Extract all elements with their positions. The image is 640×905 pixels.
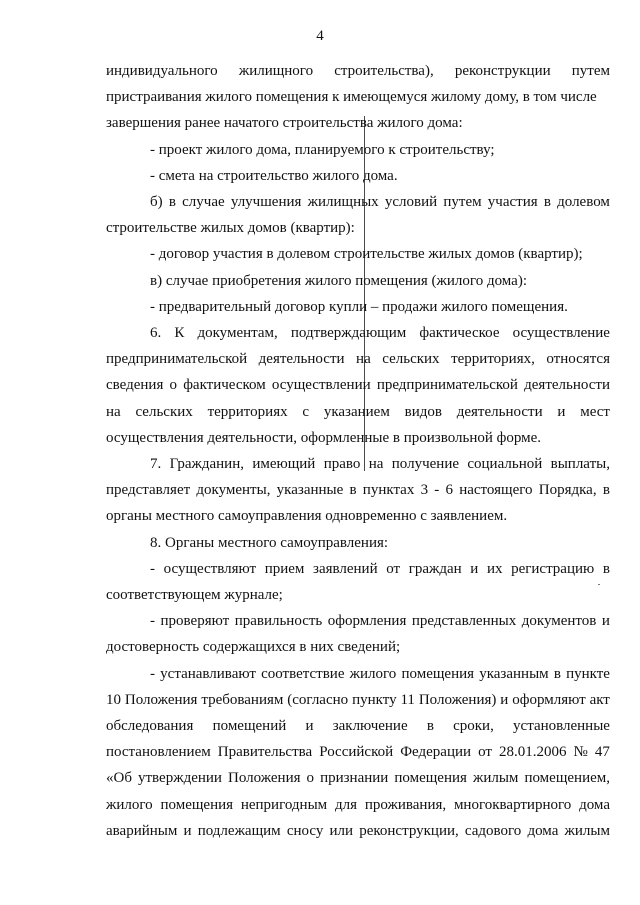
word: аварийным bbox=[106, 822, 178, 839]
word: пункте bbox=[566, 665, 610, 682]
text-line bbox=[106, 818, 610, 844]
word: и bbox=[305, 718, 314, 735]
word: строительства), bbox=[334, 63, 434, 79]
text-line: органы местного самоуправления одновременно с заявлением. bbox=[106, 508, 508, 525]
text-line bbox=[106, 608, 610, 634]
word: долевом bbox=[557, 194, 610, 211]
word: территориях bbox=[207, 403, 288, 420]
word: на bbox=[106, 403, 121, 420]
word: 6. bbox=[150, 325, 162, 342]
word: предпринимательской bbox=[376, 377, 518, 394]
word: настоящего bbox=[459, 482, 533, 499]
word: представленных bbox=[411, 613, 517, 630]
word: сроки, bbox=[453, 718, 494, 735]
word: территориях, bbox=[451, 351, 535, 368]
word: соответствие bbox=[261, 665, 345, 682]
word: в bbox=[602, 560, 610, 577]
word: садового bbox=[464, 822, 522, 839]
word: граждан bbox=[408, 560, 462, 577]
text-line bbox=[106, 451, 610, 477]
word: документов bbox=[521, 613, 597, 630]
word: жилого bbox=[106, 796, 153, 813]
text-line bbox=[106, 320, 610, 346]
word: условий bbox=[384, 194, 438, 211]
word: постановлением bbox=[106, 744, 211, 761]
word: сельских bbox=[382, 351, 440, 368]
text-line: - смета на строительство жилого дома. bbox=[150, 167, 398, 184]
word: и bbox=[470, 560, 479, 577]
word: дома bbox=[579, 796, 610, 813]
word: 11 bbox=[400, 691, 415, 708]
word: сносу bbox=[286, 822, 324, 839]
word: и bbox=[500, 691, 509, 708]
word: жилищных bbox=[307, 194, 379, 211]
word: указанные bbox=[276, 482, 344, 499]
page-number: 4 bbox=[316, 28, 324, 44]
word: реконструкции bbox=[454, 63, 551, 79]
word: и bbox=[601, 613, 610, 630]
text-line: пристраивания жилого помещения к имеющемуся жилому дому, в том числе bbox=[106, 89, 597, 106]
text-line: - договор участия в долевом строительстве жилых домов (квартир); bbox=[150, 246, 583, 263]
word: деятельности bbox=[524, 377, 610, 394]
word: предпринимательской bbox=[106, 351, 248, 368]
text-line: 8. Органы местного самоуправления: bbox=[150, 534, 389, 551]
word: - bbox=[150, 613, 155, 630]
word: пункту bbox=[352, 691, 397, 708]
text-line bbox=[106, 399, 610, 425]
word: заключение bbox=[332, 718, 408, 735]
word: проверяют bbox=[160, 613, 230, 630]
word: помещением, bbox=[524, 770, 610, 787]
text-line bbox=[106, 556, 610, 582]
word: № bbox=[573, 744, 588, 761]
word: путем bbox=[571, 63, 610, 79]
word: установленные bbox=[513, 718, 610, 735]
word: 10 bbox=[106, 691, 121, 708]
text-line: строительстве жилых домов (квартир): bbox=[106, 220, 355, 237]
word: в bbox=[168, 194, 176, 211]
word: право bbox=[323, 456, 361, 473]
word: на bbox=[356, 351, 371, 368]
text-line bbox=[106, 346, 610, 372]
word: подлежащим bbox=[197, 822, 281, 839]
word: правильность bbox=[234, 613, 323, 630]
word: дома bbox=[527, 822, 559, 839]
text-line: в) случае приобретения жилого помещения (жилого дома): bbox=[150, 272, 528, 289]
word: акт bbox=[589, 691, 610, 708]
word: проживания, bbox=[364, 796, 447, 813]
word: 7. bbox=[150, 456, 162, 473]
word: путем bbox=[443, 194, 482, 211]
word: от bbox=[386, 560, 401, 577]
word: деятельности bbox=[258, 351, 345, 368]
word: сельских bbox=[135, 403, 193, 420]
word: осуществление bbox=[512, 325, 610, 342]
text-line: достоверность содержащихся в них сведений; bbox=[106, 639, 401, 656]
text-line bbox=[106, 58, 610, 84]
word: К bbox=[174, 325, 185, 342]
word: в bbox=[543, 194, 551, 211]
text-line bbox=[106, 739, 610, 765]
text-line bbox=[106, 189, 610, 215]
word: Правительства bbox=[217, 744, 313, 761]
word: указанным bbox=[479, 665, 549, 682]
text-line bbox=[106, 713, 610, 739]
word: помещения bbox=[160, 796, 234, 813]
word: фактическое bbox=[419, 325, 500, 342]
word: оформления bbox=[327, 613, 407, 630]
text-line: соответствующем журнале; bbox=[106, 587, 283, 604]
word: о bbox=[306, 770, 315, 787]
word: признании bbox=[320, 770, 389, 787]
word: случае bbox=[182, 194, 225, 211]
word: Федерации bbox=[400, 744, 472, 761]
word: Порядка, bbox=[538, 482, 597, 499]
word: документам, bbox=[197, 325, 278, 342]
word: утверждении bbox=[138, 770, 222, 787]
word: реконструкции, bbox=[359, 822, 459, 839]
word: осуществляют bbox=[163, 560, 257, 577]
word: от bbox=[478, 744, 492, 761]
word: о bbox=[169, 377, 178, 394]
word: заявлений bbox=[313, 560, 378, 577]
word: указанием bbox=[323, 403, 390, 420]
word: подтверждающим bbox=[290, 325, 407, 342]
word: деятельности bbox=[456, 403, 543, 420]
text-line: осуществления деятельности, оформленные в произвольной форме. bbox=[106, 429, 542, 446]
word: индивидуального bbox=[106, 63, 218, 79]
word: для bbox=[334, 796, 358, 813]
word: 3 bbox=[420, 482, 429, 499]
word: - bbox=[150, 665, 155, 682]
word: в bbox=[349, 482, 357, 499]
word: фактическом bbox=[183, 377, 266, 394]
word: выплаты, bbox=[550, 456, 610, 473]
word: видов bbox=[404, 403, 442, 420]
word: Положения bbox=[124, 691, 198, 708]
word: их bbox=[486, 560, 503, 577]
word: требованиям bbox=[201, 691, 284, 708]
word: (согласно bbox=[287, 691, 349, 708]
text-line: - предварительный договор купли – продажи жилого помещения. bbox=[150, 298, 568, 315]
word: участия bbox=[487, 194, 538, 211]
text-line bbox=[106, 792, 610, 818]
word: обследования bbox=[106, 718, 194, 735]
word: 6 bbox=[445, 482, 453, 499]
word: сведения bbox=[106, 377, 164, 394]
word: многоквартирного bbox=[453, 796, 572, 813]
word: с bbox=[302, 403, 310, 420]
text-line bbox=[106, 477, 610, 503]
text-line bbox=[106, 687, 610, 713]
word: помещения bbox=[401, 665, 475, 682]
text-line: завершения ранее начатого строительства жилого дома: bbox=[106, 115, 463, 132]
word: - bbox=[434, 482, 440, 499]
word: и bbox=[183, 822, 192, 839]
word: Положения) bbox=[418, 691, 497, 708]
document-body bbox=[106, 58, 610, 844]
word: улучшения bbox=[230, 194, 302, 211]
word: жилым bbox=[564, 822, 610, 839]
word: относятся bbox=[546, 351, 610, 368]
word: мест bbox=[580, 403, 610, 420]
word: помещения bbox=[394, 770, 467, 787]
word: осуществлении bbox=[271, 377, 371, 394]
word: в bbox=[553, 665, 561, 682]
word: помещений bbox=[212, 718, 287, 735]
word: представляет bbox=[106, 482, 191, 499]
word: оформляют bbox=[512, 691, 586, 708]
word: б) bbox=[150, 194, 163, 211]
word: 28.01.2006 bbox=[499, 744, 567, 761]
word: имеющий bbox=[252, 456, 316, 473]
word: и bbox=[557, 403, 566, 420]
word: на bbox=[368, 456, 384, 473]
word: жилым bbox=[472, 770, 519, 787]
word: в bbox=[602, 482, 610, 499]
word: регистрацию bbox=[511, 560, 595, 577]
word: непригодным bbox=[240, 796, 328, 813]
text-line bbox=[106, 372, 610, 398]
word: жилищного bbox=[238, 63, 314, 79]
word: Положения bbox=[227, 770, 301, 787]
word: жилого bbox=[349, 665, 397, 682]
word: документы, bbox=[196, 482, 271, 499]
word: - bbox=[150, 560, 155, 577]
word: Гражданин, bbox=[169, 456, 244, 473]
word: или bbox=[329, 822, 354, 839]
text-line bbox=[106, 661, 610, 687]
word: получение bbox=[391, 456, 460, 473]
word: 47 bbox=[594, 744, 610, 761]
word: в bbox=[426, 718, 434, 735]
word: пунктах bbox=[362, 482, 415, 499]
word: устанавливают bbox=[160, 665, 256, 682]
word: Российской bbox=[319, 744, 394, 761]
word: социальной bbox=[467, 456, 543, 473]
text-line bbox=[106, 765, 610, 791]
word: «Об bbox=[106, 770, 132, 787]
word: прием bbox=[264, 560, 305, 577]
text-line: - проект жилого дома, планируемого к строительству; bbox=[150, 141, 495, 158]
